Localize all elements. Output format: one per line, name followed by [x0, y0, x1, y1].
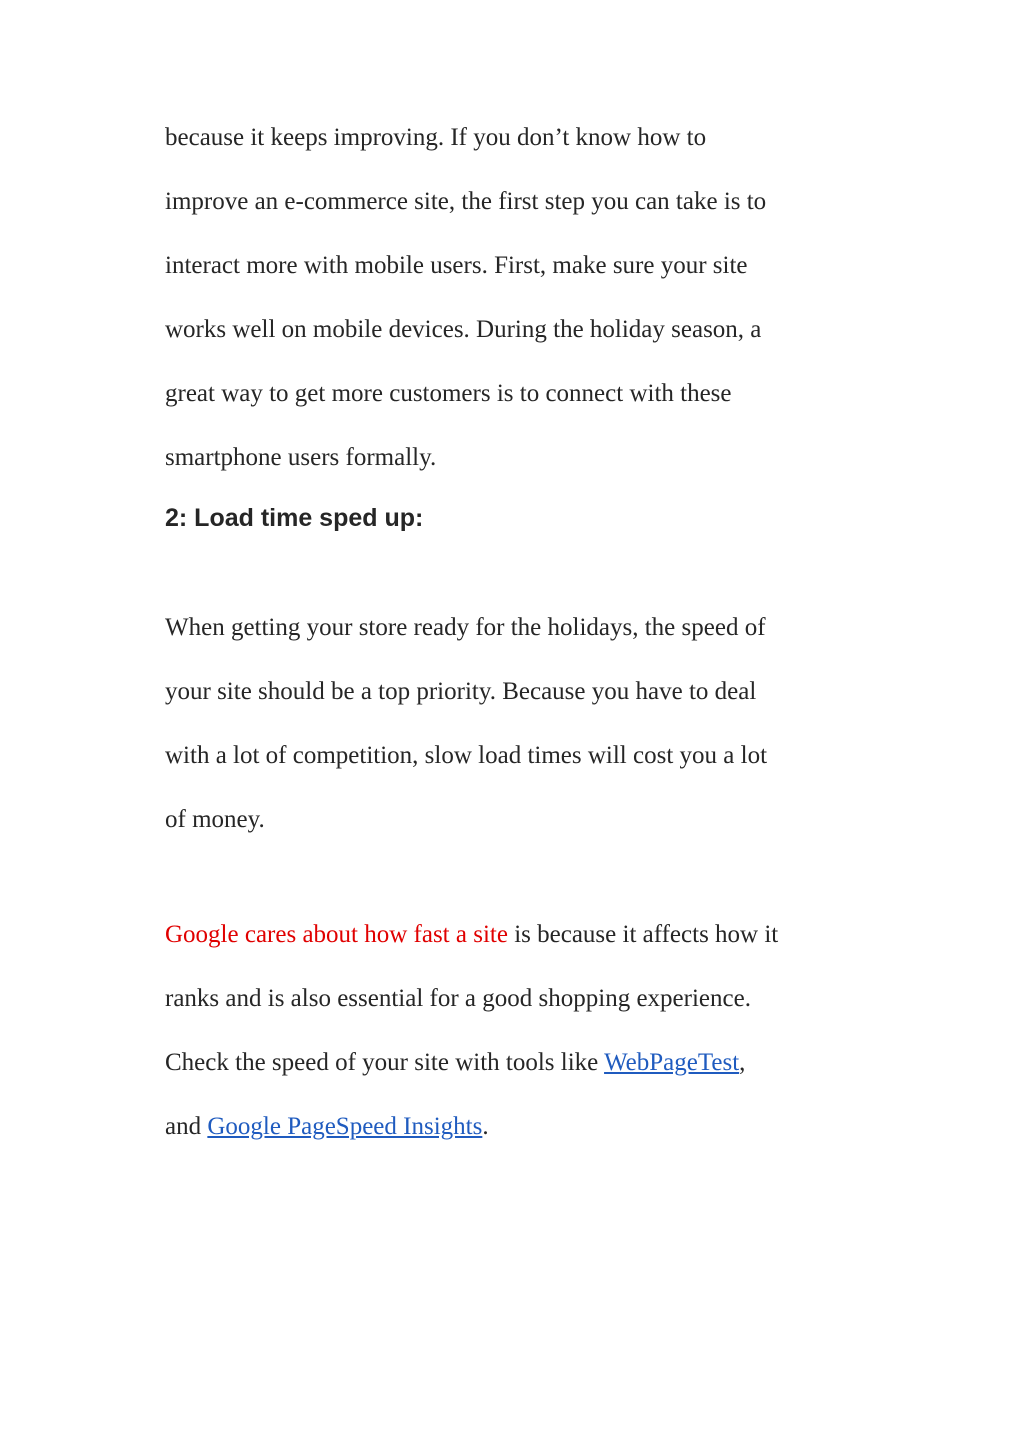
text-line: works well on mobile devices. During the holiday season, a [165, 316, 762, 343]
text-line: of money. [165, 806, 265, 833]
section-heading: 2: Load time sped up: [165, 504, 424, 532]
paragraph-google-speed [165, 903, 885, 1159]
text-line: ranks and is also essential for a good shopping experience. [165, 985, 751, 1012]
text-line: with a lot of competition, slow load times will cost you a lot [165, 742, 768, 769]
highlighted-text: Google cares about how fast a site [165, 921, 508, 948]
paragraph-site-speed [165, 596, 885, 852]
text-line: your site should be a top priority. Because you have to deal [165, 678, 757, 705]
text-segment: , [739, 1049, 746, 1076]
text-line: improve an e-commerce site, the first step you can take is to [165, 188, 767, 215]
webpagetest-link[interactable]: WebPageTest [604, 1049, 740, 1076]
text-segment: and [165, 1113, 208, 1140]
text-segment: . [482, 1113, 489, 1140]
text-segment: Check the speed of your site with tools like [165, 1049, 605, 1076]
text-line: When getting your store ready for the holidays, the speed of [165, 614, 766, 641]
document-body [165, 106, 885, 1159]
text-line: great way to get more customers is to connect with these [165, 380, 732, 407]
text-line [165, 903, 885, 967]
pagespeed-insights-link[interactable]: Google PageSpeed Insights [207, 1113, 483, 1140]
text-line [165, 1031, 885, 1095]
text-line: smartphone users formally. [165, 444, 437, 471]
text-line: because it keeps improving. If you don’t know how to [165, 124, 707, 151]
text-segment: is because it affects how it [507, 921, 779, 948]
paragraph-mobile-users [165, 106, 885, 490]
text-line: interact more with mobile users. First, make sure your site [165, 252, 748, 279]
text-line [165, 1095, 885, 1159]
